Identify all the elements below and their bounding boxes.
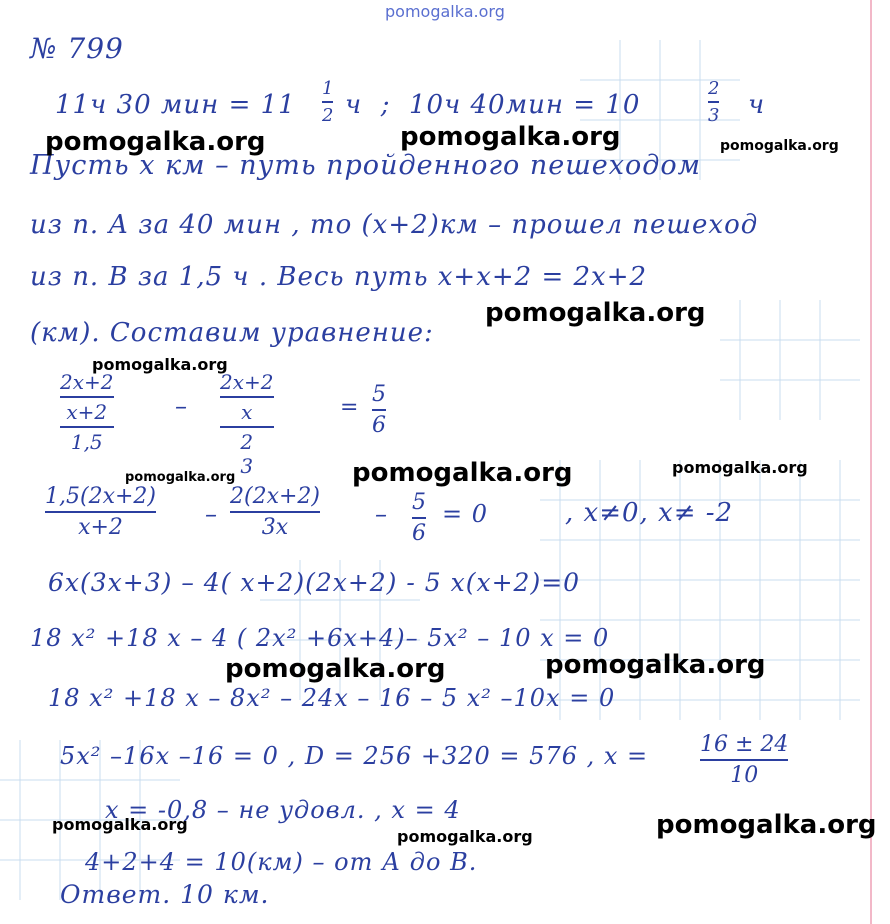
fraction-den: 6	[372, 413, 386, 438]
fraction-den: 3х	[261, 515, 289, 540]
fraction-bar	[372, 409, 386, 411]
watermark: pomogalka.org	[225, 654, 446, 684]
fraction-den: 1,5	[70, 430, 103, 454]
watermark: pomogalka.org	[400, 122, 621, 152]
fraction-bar	[322, 101, 333, 103]
fraction-den: 3	[708, 105, 720, 126]
fraction-bar	[60, 426, 114, 428]
watermark: pomogalka.org	[352, 458, 573, 488]
text-line-6: (км). Составим уравнение:	[30, 318, 434, 348]
fraction-num: 5	[412, 490, 426, 515]
fraction-mid2: 2	[240, 430, 254, 454]
watermark: pomogalka.org	[397, 827, 533, 846]
eq2-fraction-c	[412, 490, 426, 546]
fraction-den: 3	[240, 454, 254, 478]
watermark: pomogalka.org	[672, 458, 808, 477]
text-line-11: 18 х² +18 х – 8х² – 24х – 16 – 5 х² –10х = 0	[48, 684, 616, 712]
time-conversion-a: 11ч 30 мин = 11	[55, 90, 296, 120]
fraction-bar	[412, 517, 426, 519]
watermark: pomogalka.org	[125, 470, 236, 485]
fraction-mid: х	[241, 400, 253, 424]
text-line-14: 4+2+4 = 10(км) – от А до В.	[85, 848, 478, 876]
time-unit-h: ч	[748, 90, 766, 120]
eq1-fraction-b	[220, 370, 274, 478]
eq1-fraction-a	[60, 370, 114, 454]
eq1-fraction-c	[372, 382, 386, 438]
fraction-den: 2	[322, 105, 334, 126]
text-line-13: х = -0,8 – не удовл. , х = 4	[105, 796, 461, 824]
fraction-bar	[220, 396, 274, 398]
eq2-fraction-a	[45, 484, 156, 540]
watermark: pomogalka.org	[720, 138, 839, 154]
fraction-num: 16 ± 24	[700, 732, 789, 757]
answer-line: Ответ. 10 км.	[60, 880, 270, 909]
fraction-num: 2	[708, 78, 720, 99]
fraction-bar	[700, 759, 788, 761]
watermark: pomogalka.org	[485, 298, 706, 328]
fraction-den: 10	[730, 763, 759, 788]
eq2-minus-1: –	[205, 500, 218, 528]
text-line-10: 18 х² +18 х – 4 ( 2х² +6х+4)– 5х² – 10 х = 0	[30, 624, 610, 652]
fraction-den: х+2	[78, 515, 123, 540]
fraction-num: 2(2х+2)	[230, 484, 320, 509]
text-line-3: Пусть х км – путь пройденного пешеходом	[30, 150, 702, 181]
eq1-minus: –	[175, 392, 188, 420]
eq2-fraction-b	[230, 484, 320, 540]
time-conversion-line	[55, 90, 296, 120]
domain-restriction: , х≠0, х≠ -2	[565, 498, 734, 528]
fraction-num: 2х+2	[220, 370, 274, 394]
fraction-two-thirds	[708, 78, 719, 126]
text-line-12: 5х² –16х –16 = 0 , D = 256 +320 = 576 , х =	[60, 742, 649, 770]
eq2-minus-2: –	[375, 500, 388, 528]
fraction-den: 6	[412, 521, 426, 546]
fraction-bar	[708, 101, 719, 103]
fraction-bar	[45, 511, 156, 513]
text-line-9: 6х(3х+3) – 4( х+2)(2х+2) - 5 х(х+2)=0	[48, 568, 581, 597]
fraction-bar	[220, 426, 274, 428]
fraction-num: 2х+2	[60, 370, 114, 394]
notebook-margin-line	[870, 0, 872, 924]
fraction-bar	[230, 511, 320, 513]
text-line-5: из п. В за 1,5 ч . Весь путь х+х+2 = 2х+2	[30, 262, 648, 292]
fraction-num: 1,5(2х+2)	[45, 484, 156, 509]
time-conversion-b: ч ; 10ч 40мин = 10	[345, 90, 641, 120]
watermark: pomogalka.org	[45, 127, 266, 157]
watermark: pomogalka.org	[545, 650, 766, 680]
eq2-equals-zero: = 0	[442, 500, 489, 528]
watermark: pomogalka.org	[52, 815, 188, 834]
fraction-bar	[60, 396, 114, 398]
fraction-one-half	[322, 78, 333, 126]
fraction-num: 5	[372, 382, 386, 407]
watermark-top: pomogalka.org	[385, 2, 505, 21]
text-line-4: из п. А за 40 мин , то (х+2)км – прошел пешеход	[30, 210, 759, 240]
fraction-num: 1	[322, 78, 334, 99]
fraction-mid: х+2	[66, 400, 108, 424]
eq1-equals: =	[340, 395, 360, 420]
watermark: pomogalka.org	[656, 810, 877, 840]
watermark: pomogalka.org	[92, 355, 228, 374]
problem-number: № 799	[30, 32, 124, 65]
root-fraction	[700, 732, 788, 788]
